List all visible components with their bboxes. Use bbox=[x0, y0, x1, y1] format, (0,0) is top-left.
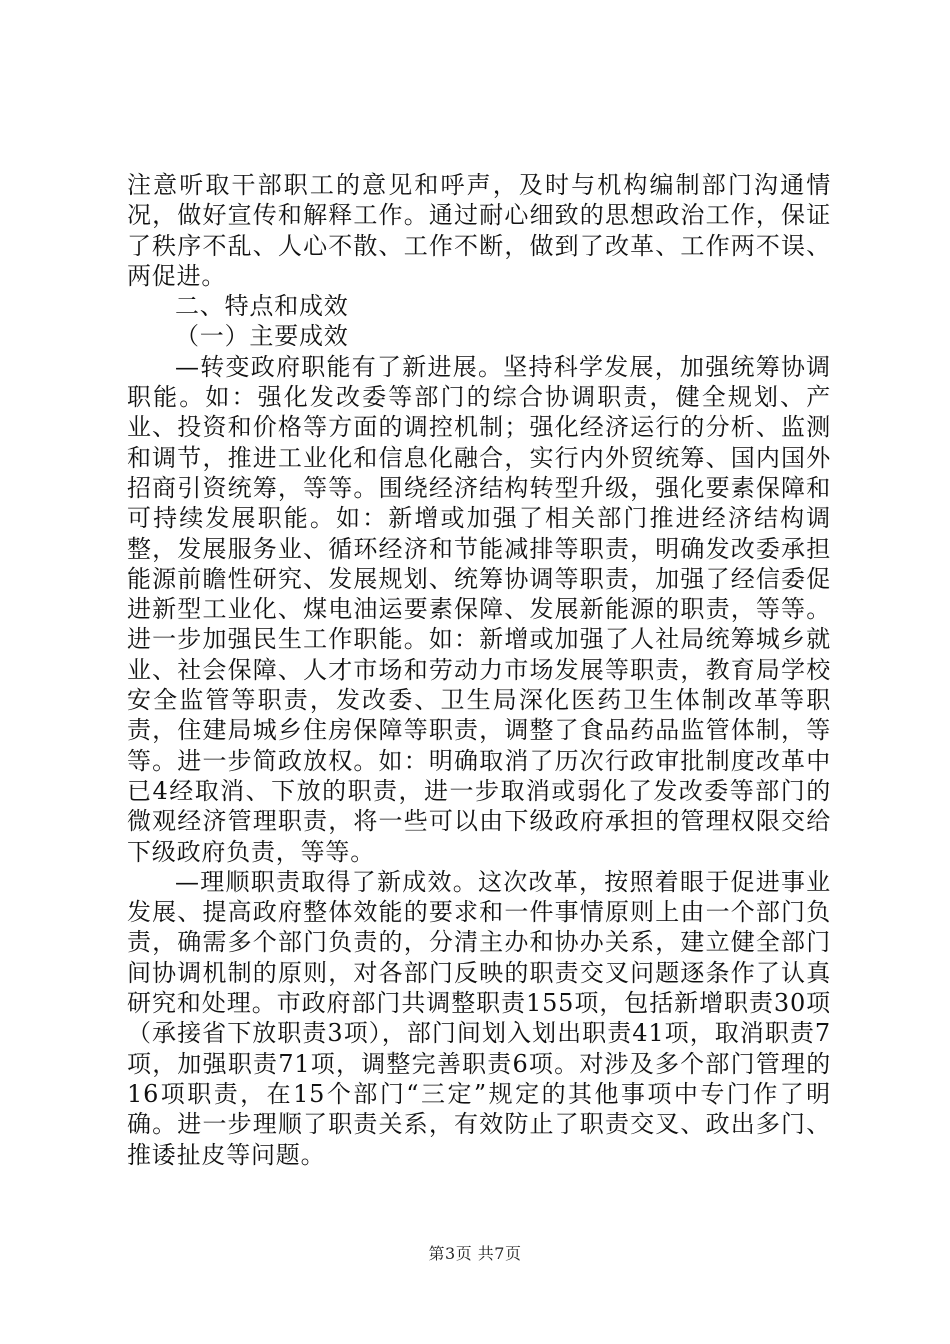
page-number-label: 第3页 共7页 bbox=[428, 1244, 522, 1263]
paragraph-intro: 注意听取干部职工的意见和呼声，及时与机构编制部门沟通情况，做好宣传和解释工作。通过耐心细致的思想政治工作，保证了秩序不乱、人心不散、工作不断，做到了改革、工作两不误、两促进。 bbox=[127, 171, 831, 290]
page-footer bbox=[0, 1241, 950, 1264]
document-body bbox=[127, 170, 831, 1170]
section-heading: 二、特点和成效 bbox=[175, 292, 349, 321]
subsection-heading: （一）主要成效 bbox=[175, 322, 349, 351]
paragraph-responsibility-streamlining: —理顺职责取得了新成效。这次改革，按照着眼于促进事业发展、提高政府整体效能的要求和一件事情原则上由一个部门负责，确需多个部门负责的，分清主办和协办关系，建立健全部门间协调机制的原则，对各部门反映的职责交叉问题逐条作了认真研究和处理。市政府部门共调整职责155项，包括新增职责30项（承接省下放职责3项），部门间划入划出职责41项，取消职责7项，加强职责71项，调整完善职责6项。对涉及多个部门管理的16项职责，在15个部门“三定”规定的其他事项中专门作了明确。进一步理顺了职责关系，有效防止了职责交叉、政出多门、推诿扯皮等问题。 bbox=[127, 867, 831, 1169]
paragraph-function-transformation: —转变政府职能有了新进展。坚持科学发展，加强统筹协调职能。如：强化发改委等部门的综合协调职责，健全规划、产业、投资和价格等方面的调控机制；强化经济运行的分析、监测和调节，推进工业化和信息化融合，实行内外贸统筹、国内国外招商引资统筹，等等。围绕经济结构转型升级，强化要素保障和可持续发展职能。如：新增或加强了相关部门推进经济结构调整，发展服务业、循环经济和节能减排等职责，明确发改委承担能源前瞻性研究、发展规划、统筹协调等职责，加强了经信委促进新型工业化、煤电油运要素保障、发展新能源的职责，等等。进一步加强民生工作职能。如：新增或加强了人社局统筹城乡就业、社会保障、人才市场和劳动力市场发展等职责，教育局学校安全监管等职责，发改委、卫生局深化医药卫生体制改革等职责，住建局城乡住房保障等职责，调整了食品药品监管体制，等等。进一步简政放权。如：明确取消了历次行政审批制度改革中已4经取消、下放的职责，进一步取消或弱化了发改委等部门的微观经济管理职责，将一些可以由下级政府承担的管理权限交给下级政府负责，等等。 bbox=[127, 352, 831, 866]
